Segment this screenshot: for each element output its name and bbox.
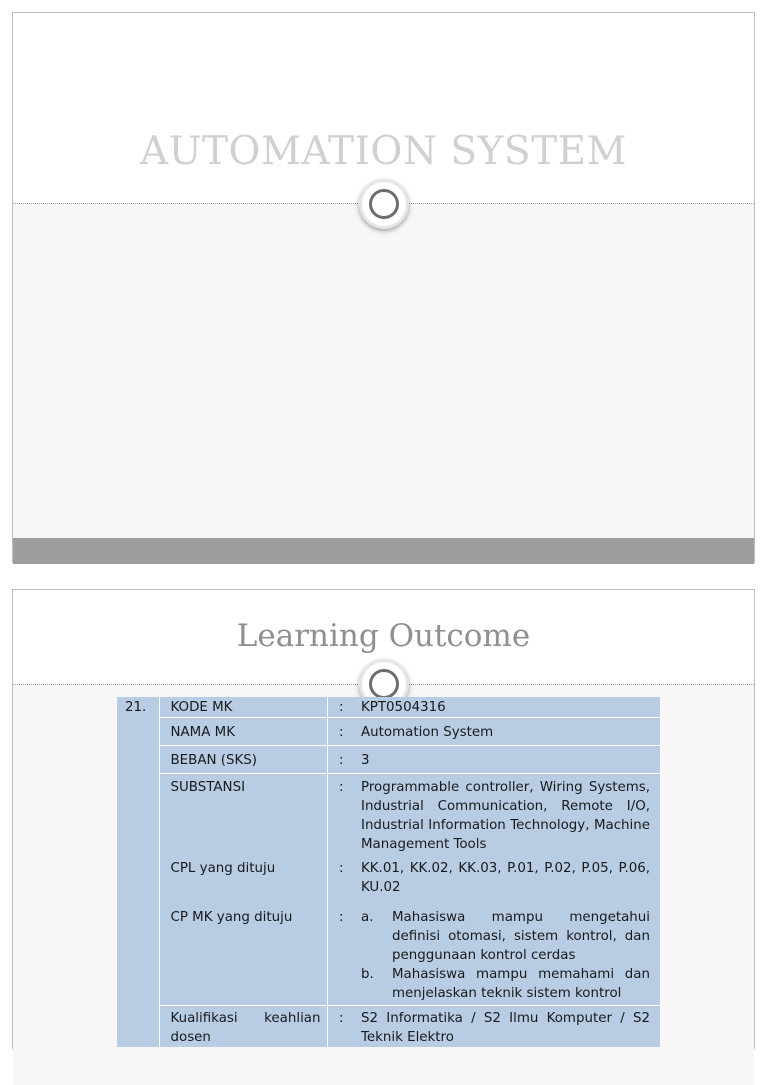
slide-title: Learning Outcome (236, 618, 531, 654)
row-separator: : (327, 718, 355, 746)
row-value: 3 (355, 746, 660, 774)
table-row (117, 746, 660, 774)
row-label: SUBSTANSI (159, 774, 327, 859)
slide-learning-outcome (12, 589, 755, 1049)
row-label: CP MK yang dituju (159, 907, 327, 1006)
list-item (361, 965, 650, 1003)
row-separator: : (327, 746, 355, 774)
row-separator: : (338, 910, 344, 925)
course-info-table (117, 697, 660, 1047)
row-label: CPL yang dituju (159, 858, 327, 907)
row-value: S2 Informatika / S2 Ilmu Komputer / S2 Teknik Elektro (355, 1006, 660, 1048)
table-row (117, 1006, 660, 1048)
row-value: KPT0504316 (361, 700, 446, 715)
table-row (117, 858, 660, 907)
row-value: Programmable controller, Wiring Systems, Industrial Communication, Remote I/O, Industrial Information Technology, Machine Management Tools (355, 774, 660, 859)
row-label: NAMA MK (159, 718, 327, 746)
list-item-text: Mahasiswa mampu memahami dan menjelaskan teknik sistem kontrol (392, 967, 650, 1001)
slide-footer-bar (13, 538, 754, 564)
table-row (117, 697, 660, 718)
cp-mk-list (361, 908, 650, 1003)
row-value-list (355, 907, 660, 1006)
slide-header-area (13, 13, 754, 204)
row-value: Automation System (355, 718, 660, 746)
slide-body-area (13, 204, 754, 538)
row-label: KODE MK (159, 697, 327, 718)
table-row (117, 907, 660, 1006)
row-separator: : (327, 1006, 355, 1048)
slide-title: AUTOMATION SYSTEM (140, 129, 627, 174)
table-row (117, 718, 660, 746)
list-marker: b. (361, 967, 374, 982)
list-item (361, 908, 650, 965)
row-separator: : (338, 700, 344, 715)
table-row (117, 774, 660, 859)
row-label: Kualifikasi keahlian dosen (159, 1006, 327, 1048)
row-separator: : (327, 774, 355, 859)
list-marker: a. (361, 910, 374, 925)
row-label: BEBAN (SKS) (159, 746, 327, 774)
row-separator: : (338, 861, 344, 876)
ring-ornament-icon (359, 179, 409, 229)
list-item-text: Mahasiswa mampu mengetahui definisi otomasi, sistem kontrol, dan penggunaan kontrol cerdas (392, 910, 650, 963)
row-value: KK.01, KK.02, KK.03, P.01, P.02, P.05, P.06, KU.02 (361, 861, 650, 895)
course-number: 21. (117, 697, 159, 1047)
slide-automation-system (12, 12, 755, 563)
